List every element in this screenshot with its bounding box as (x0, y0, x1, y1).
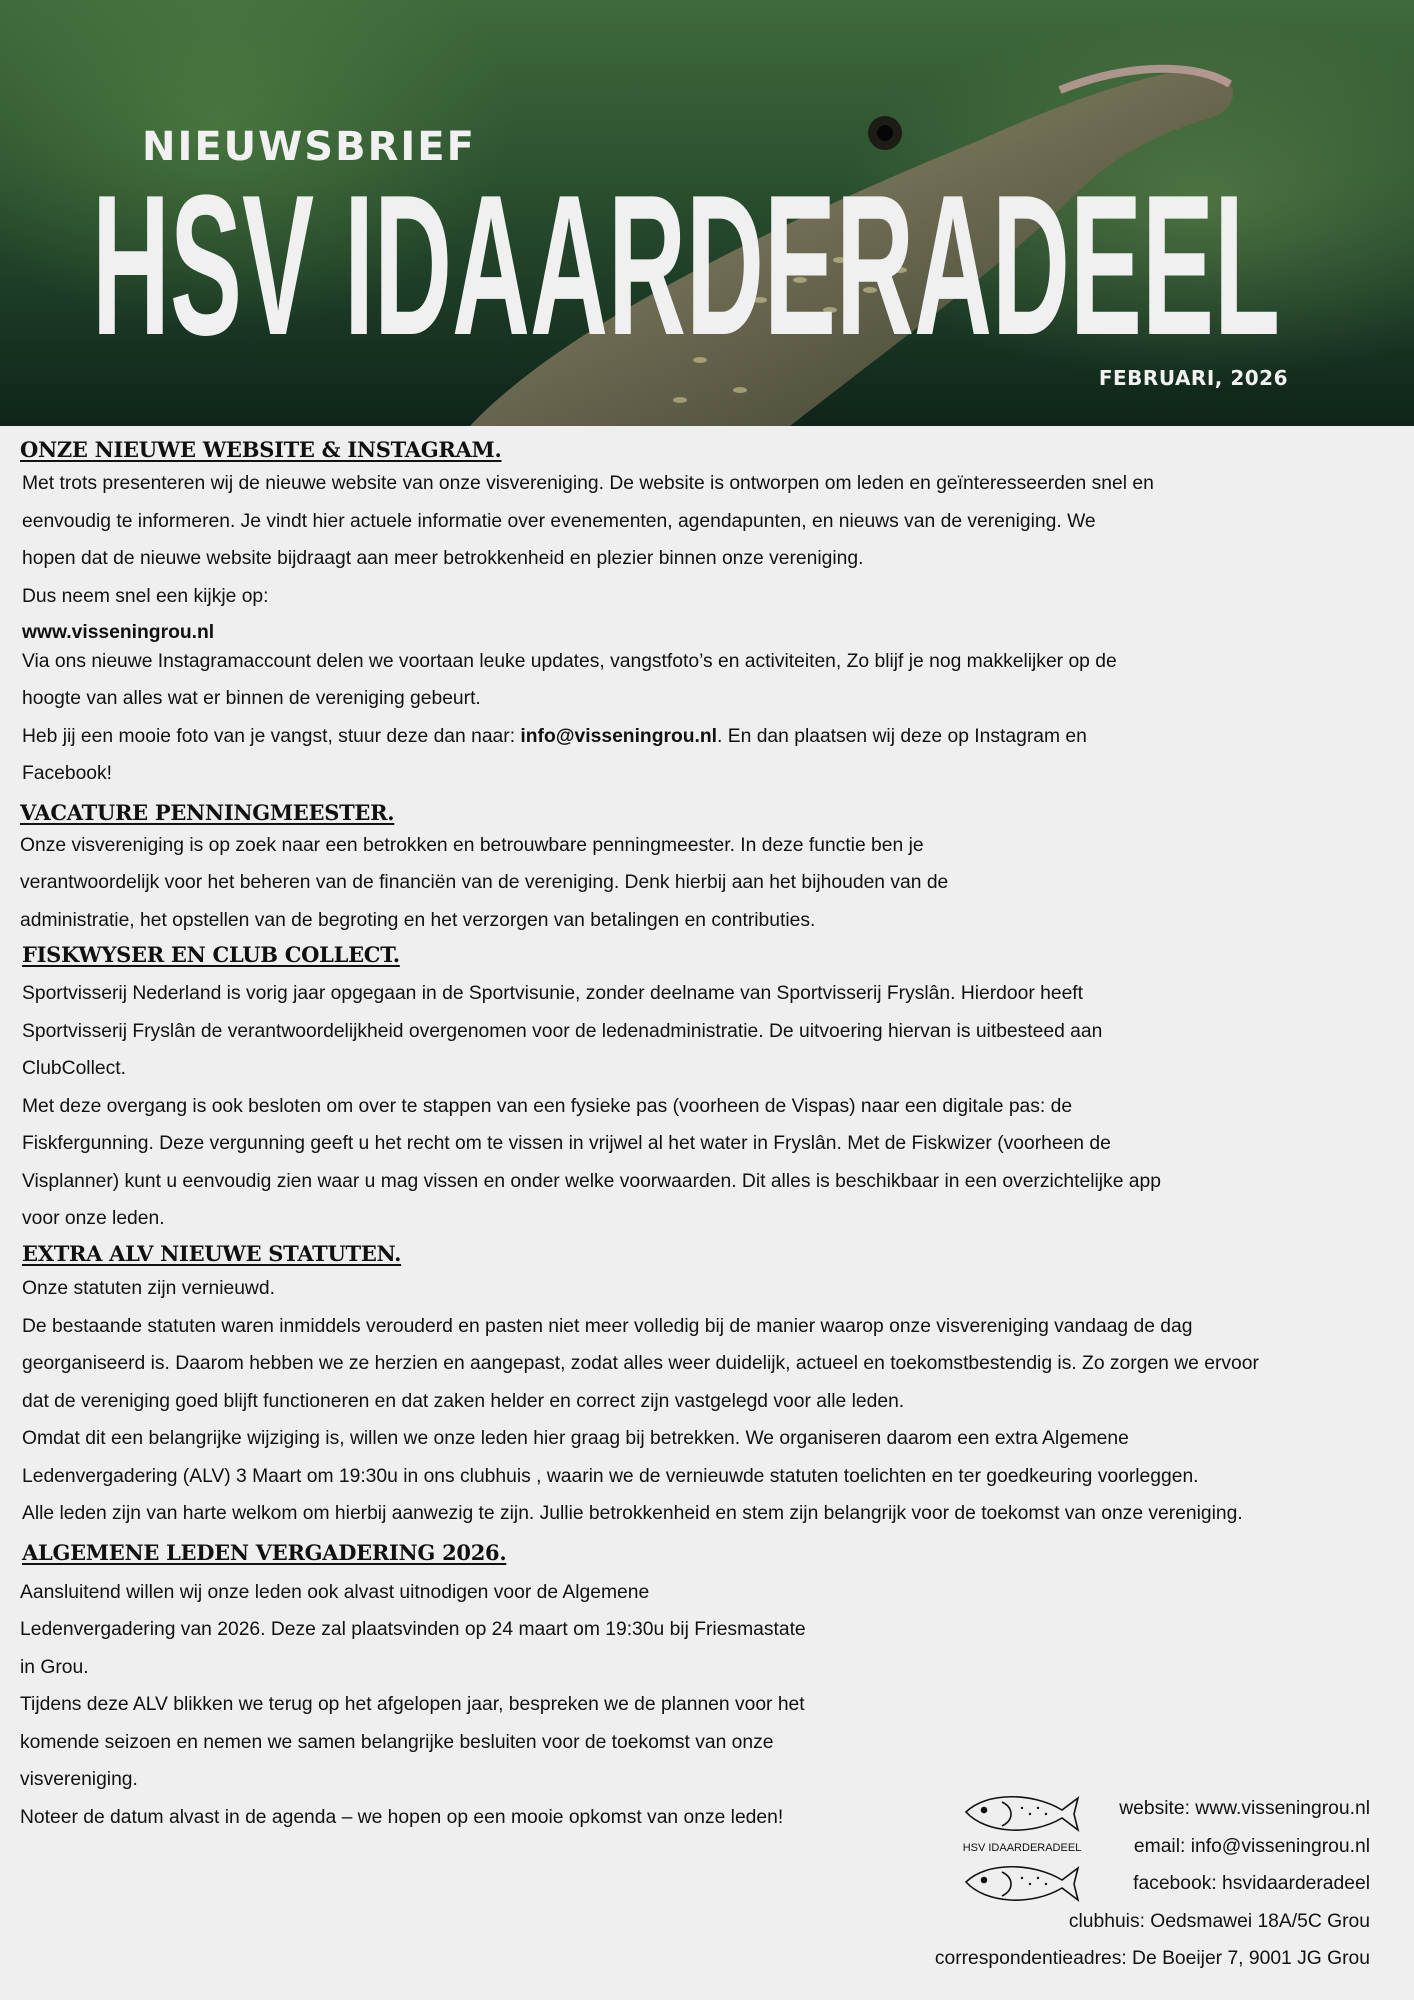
paragraph-line: Onze visvereniging is op zoek naar een betrokken en betrouwbare penningmeester. In deze functie ben je (20, 835, 924, 856)
svg-text:HSV IDAARDERADEEL: HSV IDAARDERADEEL (962, 1842, 1082, 1854)
paragraph-line: administratie, het opstellen van de begroting en het verzorgen van betalingen en contributies. (20, 910, 816, 931)
paragraph-line: Ledenvergadering (ALV) 3 Maart om 19:30u in ons clubhuis , waarin we de vernieuwde statuten toelichten en ter goedkeuring voorleggen. (22, 1466, 1199, 1487)
paragraph-line: verantwoordelijk voor het beheren van de financiën van de vereniging. Denk hierbij aan het bijhouden van de (20, 872, 949, 893)
paragraph-line: Dus neem snel een kijkje op: (22, 586, 269, 607)
photo-text-end: . En dan plaatsen wij deze op Instagram en (717, 726, 1087, 747)
paragraph-line: in Grou. (20, 1657, 89, 1678)
paragraph-line: Tijdens deze ALV blikken we terug op het afgelopen jaar, bespreken we de plannen voor het (20, 1694, 805, 1715)
section-heading-alv-2026: ALGEMENE LEDEN VERGADERING 2026. (22, 1540, 507, 1565)
paragraph-line: Ledenvergadering van 2026. Deze zal plaatsvinden op 24 maart om 19:30u bij Friesmastate (20, 1619, 806, 1640)
club-title (92, 164, 1342, 354)
paragraph-line: Via ons nieuwe Instagramaccount delen we voortaan leuke updates, vangstfoto’s en activiteiten, Zo blijf je nog makkelijker op de (22, 651, 1117, 672)
paragraph-line: hoogte van alles wat er binnen de vereniging gebeurt. (22, 688, 481, 709)
issue-date: FEBRUARI, 2026 (1098, 366, 1288, 390)
paragraph-line: Aansluitend willen wij onze leden ook alvast uitnodigen voor de Algemene (20, 1582, 650, 1603)
paragraph-line: Met trots presenteren wij de nieuwe website van onze visvereniging. De website is ontworpen om leden en geïnteresseerden snel en (22, 473, 1154, 494)
footer-address: correspondentieadres: De Boeijer 7, 9001 JG Grou (934, 1948, 1370, 1969)
footer-email[interactable]: email: info@visseningrou.nl (1133, 1835, 1370, 1857)
header-banner (0, 0, 1414, 426)
paragraph-line: De bestaande statuten waren inmiddels verouderd en pasten niet meer volledig bij de manier waarop onze visvereniging vandaag de dag (22, 1316, 1193, 1337)
svg-text:HSV IDAARDERADEEL: HSV IDAARDERADEEL (92, 164, 1280, 354)
section-heading-alv-extra: EXTRA ALV NIEUWE STATUTEN. (22, 1241, 402, 1266)
paragraph-line: Noteer de datum alvast in de agenda – we hopen op een mooie opkomst van onze leden! (20, 1807, 784, 1828)
footer-facebook[interactable]: facebook: hsvidaarderadeel (1133, 1873, 1370, 1894)
section-heading-vacature: VACATURE PENNINGMEESTER. (20, 800, 395, 825)
footer-clubhouse: clubhuis: Oedsmawei 18A/5C Grou (1068, 1910, 1370, 1932)
photo-submit-line (22, 718, 1087, 756)
paragraph-line: Omdat dit een belangrijke wijziging is, willen we onze leden hier graag bij betrekken. We organiseren daarom een extra Algemene (22, 1428, 1129, 1449)
email-link[interactable]: info@visseningrou.nl (520, 726, 718, 747)
paragraph-line: Sportvisserij Fryslân de verantwoordelijkheid overgenomen voor de ledenadministratie. De uitvoering hiervan is uitbesteed aan (22, 1021, 1103, 1042)
paragraph-line: Alle leden zijn van harte welkom om hierbij aanwezig te zijn. Jullie betrokkenheid en stem zijn belangrijk voor de toekomst van onze vereniging. (22, 1503, 1243, 1524)
section-heading-website: ONZE NIEUWE WEBSITE & INSTAGRAM. (20, 437, 502, 462)
paragraph-line: georganiseerd is. Daarom hebben we ze herzien en aangepast, zodat alles weer duidelijk, actueel en toekomstbestendig is. Zo zorgen we ervoor (22, 1353, 1259, 1374)
paragraph-line: Visplanner) kunt u eenvoudig zien waar u mag vissen en onder welke voorwaarden. Dit alles is beschikbaar in een overzichtelijke app (22, 1171, 1161, 1192)
paragraph-line: Facebook! (22, 763, 113, 784)
paragraph-line: ClubCollect. (22, 1058, 126, 1079)
paragraph-line: Fiskfergunning. Deze vergunning geeft u het recht om te vissen in vrijwel al het water in Fryslân. Met de Fiskwizer (voorheen de (22, 1133, 1111, 1154)
contact-footer (935, 1790, 1370, 1978)
newsletter-kicker: NIEUWSBRIEF (142, 124, 476, 170)
paragraph-line: voor onze leden. (22, 1208, 165, 1229)
paragraph-line: Met deze overgang is ook besloten om over te stappen van een fysieke pas (voorheen de Vispas) naar een digitale pas: de (22, 1096, 1073, 1117)
photo-text: Heb jij een mooie foto van je vangst, stuur deze dan naar: (22, 726, 521, 747)
paragraph-line: dat de vereniging goed blijft functioneren en dat zaken helder en correct zijn vastgelegd voor alle leden. (22, 1391, 905, 1412)
website-url[interactable]: www.visseningrou.nl (22, 622, 215, 643)
paragraph-line: eenvoudig te informeren. Je vindt hier actuele informatie over evenementen, agendapunten, en nieuws van de vereniging. We (22, 511, 1096, 532)
paragraph-line: hopen dat de nieuwe website bijdraagt aan meer betrokkenheid en plezier binnen onze vereniging. (22, 548, 864, 569)
paragraph-line: visvereniging. (20, 1769, 138, 1790)
paragraph-line: komende seizoen en nemen we samen belangrijke besluiten voor de toekomst van onze (20, 1732, 774, 1753)
section-heading-fiskwyser: FISKWYSER EN CLUB COLLECT. (22, 942, 400, 967)
paragraph-line: Onze statuten zijn vernieuwd. (22, 1278, 275, 1299)
paragraph-line: Sportvisserij Nederland is vorig jaar opgegaan in de Sportvisunie, zonder deelname van Sportvisserij Fryslân. Hierdoor heeft (22, 983, 1084, 1004)
footer-website[interactable]: website: www.visseningrou.nl (1119, 1798, 1370, 1819)
